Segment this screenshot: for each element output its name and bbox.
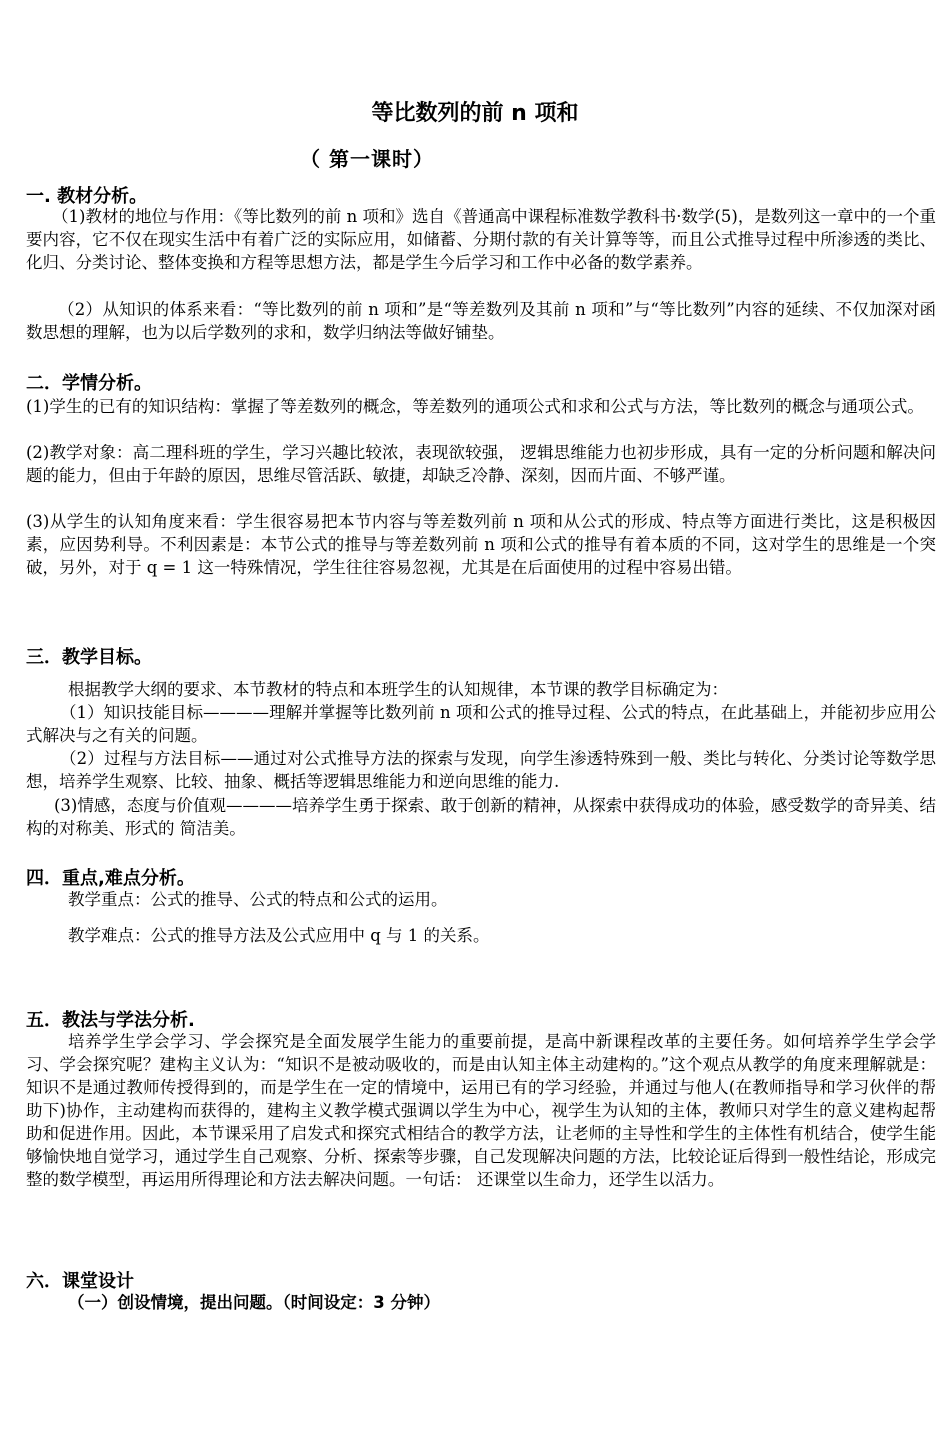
section-heading-4: 四．重点,难点分析。 [26, 868, 195, 889]
section-heading-1: 一. 教材分析。 [26, 186, 148, 207]
section-4-difficulty: 教学难点：公式的推导方法及公式应用中 q 与 1 的关系。 [68, 926, 490, 945]
document-subtitle: （ 第一课时） [300, 147, 434, 171]
section-5-paragraph-1: 培养学生学会学习、学会探究是全面发展学生能力的重要前提，是高中新课程改革的主要任务。如何培养学生学会学习、学会探究呢？建构主义认为：“知识不是被动吸收的，而是由认知主体主动建构的。”这个观点从教学的角度来理解就是：知识不是通过教师传授得到的，而是学生在一定的情境中，运用已有的学习经验，并通过与他人(在教师指导和学习伙伴的帮助下)协作，主动建构而获得的，建构主义教学模式强调以学生为中心，视学生为认知的主体，教师只对学生的意义建构起帮助和促进作用。因此，本节课采用了启发式和探究式相结合的教学方法，让老师的主导性和学生的主体性有机结合，使学生能够愉快地自觉学习，通过学生自己观察、分析、探索等步骤，自己发现解决问题的方法，比较论证后得到一般性结论，形成完整的数学模型，再运用所得理论和方法去解决问题。一句话： 还课堂以生命力，还学生以活力。 [26, 1032, 936, 1189]
section-3-paragraph-2: （1）知识技能目标————理解并掌握等比数列前 n 项和公式的推导过程、公式的特点，在此基础上，并能初步应用公式解决与之有关的问题。 [26, 703, 936, 745]
section-1-paragraph-2: （2）从知识的体系来看：“等比数列的前 n 项和”是“等差数列及其前 n 项和”与“等比数列”内容的延续、不仅加深对函数思想的理解，也为以后学数列的求和，数学归纳法等做好铺垫。 [26, 300, 936, 342]
section-heading-3: 三．教学目标。 [26, 647, 152, 668]
section-2-paragraph-1: (1)学生的已有的知识结构：掌握了等差数列的概念，等差数列的通项公式和求和公式与方法，等比数列的概念与通项公式。 [26, 397, 924, 416]
document-title: 等比数列的前 n 项和 [371, 101, 579, 126]
section-4-key-point: 教学重点：公式的推导、公式的特点和公式的运用。 [68, 890, 448, 909]
section-3-paragraph-1: 根据教学大纲的要求、本节教材的特点和本班学生的认知规律，本节课的教学目标确定为： [68, 680, 728, 699]
section-heading-5: 五．教法与学法分析. [26, 1010, 195, 1031]
section-heading-2: 二．学情分析。 [26, 373, 152, 394]
section-3-paragraph-4: (3)情感，态度与价值观————培养学生勇于探索、敢于创新的精神，从探索中获得成功的体验，感受数学的奇异美、结构的对称美、形式的 简洁美。 [26, 796, 936, 838]
section-1-paragraph-1: （1)教材的地位与作用：《等比数列的前 n 项和》选自《普通高中课程标准数学教科书·数学(5)，是数列这一章中的一个重要内容，它不仅在现实生活中有着广泛的实际应用，如储蓄、分期付款的有关计算等等，而且公式推导过程中所渗透的类比、化归、分类讨论、整体变换和方程等思想方法，都是学生今后学习和工作中必备的数学素养。 [26, 207, 936, 272]
section-heading-6: 六．课堂设计 [26, 1271, 134, 1292]
section-2-paragraph-3: (3)从学生的认知角度来看：学生很容易把本节内容与等差数列前 n 项和从公式的形成、特点等方面进行类比，这是积极因素，应因势利导。不利因素是：本节公式的推导与等差数列前 n 项和公式的推导有着本质的不同，这对学生的思维是一个突破，另外，对于 q = 1 这一特殊情况，学生往往容易忽视，尤其是在后面使用的过程中容易出错。 [26, 512, 936, 577]
section-6-subheading: （一）创设情境，提出问题。（时间设定：3 分钟） [68, 1293, 440, 1312]
section-3-paragraph-3: （2）过程与方法目标——通过对公式推导方法的探索与发现，向学生渗透特殊到一般、类比与转化、分类讨论等数学思想，培养学生观察、比较、抽象、概括等逻辑思维能力和逆向思维的能力. [26, 749, 936, 791]
section-2-paragraph-2: (2)教学对象：高二理科班的学生，学习兴趣比较浓，表现欲较强， 逻辑思维能力也初步形成，具有一定的分析问题和解决问题的能力，但由于年龄的原因，思维尽管活跃、敏捷，却缺乏冷静、深刻，因而片面、不够严谨。 [26, 443, 936, 485]
